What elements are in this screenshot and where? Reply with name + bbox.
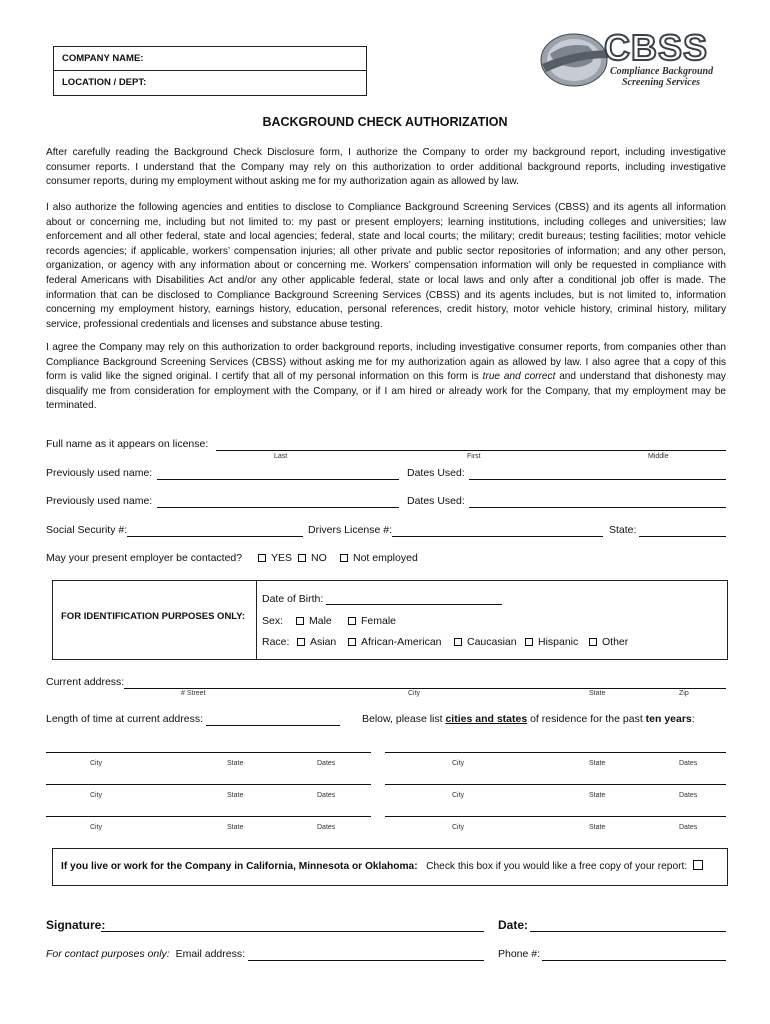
cbss-logo: [536, 27, 726, 90]
location-dept-field[interactable]: LOCATION / DEPT:: [62, 77, 147, 88]
previous-name-label: Previously used name:: [46, 467, 153, 479]
col-dates: Dates: [679, 760, 698, 767]
address-part-state: State: [589, 690, 606, 697]
dates-used-input[interactable]: [469, 479, 726, 480]
race-label: Race:: [262, 636, 290, 648]
paragraph-authorization: After carefully reading the Background Check Disclosure form, I authorize the Company to order my background report, including investigative consumer reports. I understand that the Company may rely on this authorization to order additional background reports, including investigative consumer reports, during my employment without asking me for my authorization again as allowed by law.: [46, 147, 726, 188]
previous-name-label: Previously used name:: [46, 495, 153, 507]
drivers-license-label: Drivers License #:: [308, 524, 393, 536]
paragraph-agencies: I also authorize the following agencies and entities to disclose to Compliance Background Screening Services (CBSS) and its agents all information about or concerning me, including but not limited to: my past or present employers; learning institutions, including colleges and universities; law enforcement and all other federal, state and local agencies; federal, state and local courts; the military; credit bureaus; testing facilities; motor vehicle records agencies; if applicable, workers’ compensation injuries; all other private and public sector repositories of information; and any other person, organization, or agency with any information about or concerning me. Workers’ compensation information will only be requested in compliance with federal Americans with Disabilities Act and/or any other applicable federal, state or local laws and only after a conditional job offer is made. The information that can be disclosed to Compliance Background Screening Services (CBSS) and its agents includes, but is not limited to, information concerning my employment history, earnings history, education, personal references, credit history, motor vehicle history, criminal history, military service, professional credentials and licenses and substance abuse testing.: [46, 202, 726, 330]
identification-box: [52, 580, 728, 660]
col-city: City: [90, 824, 103, 831]
contact-not-employed-option[interactable]: Not employed: [340, 552, 418, 564]
col-dates: Dates: [679, 824, 698, 831]
col-state: State: [227, 824, 244, 831]
checkbox[interactable]: [340, 554, 348, 562]
free-copy-checkbox[interactable]: [693, 860, 703, 870]
dates-used-input[interactable]: [469, 507, 726, 508]
signature-label: Signature:: [46, 918, 106, 932]
checkbox[interactable]: [348, 617, 356, 625]
address-part-city: City: [408, 690, 421, 697]
free-copy-text: If you live or work for the Company in California, Minnesota or Oklahoma: Check this box if you would like a free copy of your report:: [61, 860, 703, 872]
col-dates: Dates: [317, 760, 336, 767]
col-dates: Dates: [317, 792, 336, 799]
full-name-input[interactable]: [216, 450, 726, 451]
col-state: State: [589, 792, 606, 799]
contact-yes-option[interactable]: YES: [258, 552, 292, 564]
company-info-box: [53, 46, 367, 96]
current-address-label: Current address:: [46, 676, 125, 688]
contact-line: For contact purposes only: Email address:: [46, 948, 246, 960]
checkbox[interactable]: [258, 554, 266, 562]
phone-input[interactable]: [542, 960, 726, 961]
checkbox[interactable]: [298, 554, 306, 562]
company-name-field[interactable]: COMPANY NAME:: [54, 47, 366, 71]
residence-instructions: Below, please list cities and states of residence for the past ten years:: [362, 713, 695, 725]
checkbox[interactable]: [589, 638, 597, 646]
logo-text: CBSS: [604, 27, 709, 68]
current-address-input[interactable]: [124, 688, 726, 689]
col-state: State: [227, 760, 244, 767]
dates-used-label: Dates Used:: [407, 467, 465, 479]
residence-input-left-2[interactable]: [46, 784, 371, 785]
checkbox[interactable]: [525, 638, 533, 646]
name-part-last: Last: [274, 453, 288, 460]
col-state: State: [227, 792, 244, 799]
contact-no-option[interactable]: NO: [298, 552, 327, 564]
col-city: City: [452, 760, 465, 767]
sex-male-option[interactable]: Male: [296, 615, 332, 627]
name-part-middle: Middle: [648, 453, 669, 460]
true-and-correct-text: true and correct: [482, 371, 556, 383]
col-city: City: [90, 792, 103, 799]
sex-female-option[interactable]: Female: [348, 615, 396, 627]
col-state: State: [589, 824, 606, 831]
previous-name-input[interactable]: [157, 507, 399, 508]
residence-input-right-2[interactable]: [385, 784, 726, 785]
free-copy-box: [52, 848, 728, 886]
residence-input-left-1[interactable]: [46, 752, 371, 753]
signature-input[interactable]: [101, 931, 484, 932]
race-hispanic-option[interactable]: Hispanic: [525, 636, 578, 648]
email-input[interactable]: [248, 960, 484, 961]
state-input[interactable]: [639, 536, 726, 537]
col-city: City: [90, 760, 103, 767]
contact-employer-label: May your present employer be contacted?: [46, 552, 243, 564]
date-input[interactable]: [530, 931, 726, 932]
race-african-american-option[interactable]: African-American: [348, 636, 442, 648]
phone-label: Phone #:: [498, 948, 541, 960]
col-city: City: [452, 824, 465, 831]
race-caucasian-option[interactable]: Caucasian: [454, 636, 517, 648]
full-name-label: Full name as it appears on license:: [46, 438, 209, 450]
checkbox[interactable]: [348, 638, 356, 646]
identification-heading: FOR IDENTIFICATION PURPOSES ONLY:: [61, 611, 246, 622]
ssn-input[interactable]: [127, 536, 303, 537]
col-state: State: [589, 760, 606, 767]
col-city: City: [452, 792, 465, 799]
address-part-street: # Street: [181, 690, 206, 697]
logo-tagline-1: Compliance Background: [610, 66, 714, 77]
sex-label: Sex:: [262, 615, 284, 627]
divider: [256, 581, 257, 659]
name-part-first: First: [467, 453, 481, 460]
paragraph-agreement: I agree the Company may rely on this authorization to order background reports, including investigative consumer reports, from companies other than Compliance Background Screening Services (CBSS) without asking me for my authorization again as allowed by law. I also agree that a copy of this form is valid like the signed original. I certify that all of my personal information on this form is true and correct and understand that dishonesty may disqualify me from consideration for employment with the Company, or if I am hired or already work for the Company, that my employment may be terminated.: [46, 342, 726, 412]
page-title: BACKGROUND CHECK AUTHORIZATION: [262, 115, 508, 129]
dob-input[interactable]: [326, 604, 502, 605]
dates-used-label: Dates Used:: [407, 495, 465, 507]
residence-input-right-1[interactable]: [385, 752, 726, 753]
residence-input-right-3[interactable]: [385, 816, 726, 817]
residence-input-left-3[interactable]: [46, 816, 371, 817]
length-at-address-label: Length of time at current address:: [46, 713, 204, 725]
race-other-option[interactable]: Other: [589, 636, 628, 648]
logo-tagline-2: Screening Services: [622, 77, 701, 88]
dob-label: Date of Birth:: [262, 593, 324, 605]
checkbox[interactable]: [296, 617, 304, 625]
checkbox[interactable]: [297, 638, 305, 646]
col-dates: Dates: [679, 792, 698, 799]
drivers-license-input[interactable]: [392, 536, 603, 537]
address-part-zip: Zip: [679, 690, 689, 697]
race-asian-option[interactable]: Asian: [297, 636, 336, 648]
length-at-address-input[interactable]: [206, 725, 340, 726]
ssn-label: Social Security #:: [46, 524, 128, 536]
state-label: State:: [609, 524, 637, 536]
checkbox[interactable]: [454, 638, 462, 646]
date-label: Date:: [498, 918, 529, 932]
previous-name-input[interactable]: [157, 479, 399, 480]
col-dates: Dates: [317, 824, 336, 831]
